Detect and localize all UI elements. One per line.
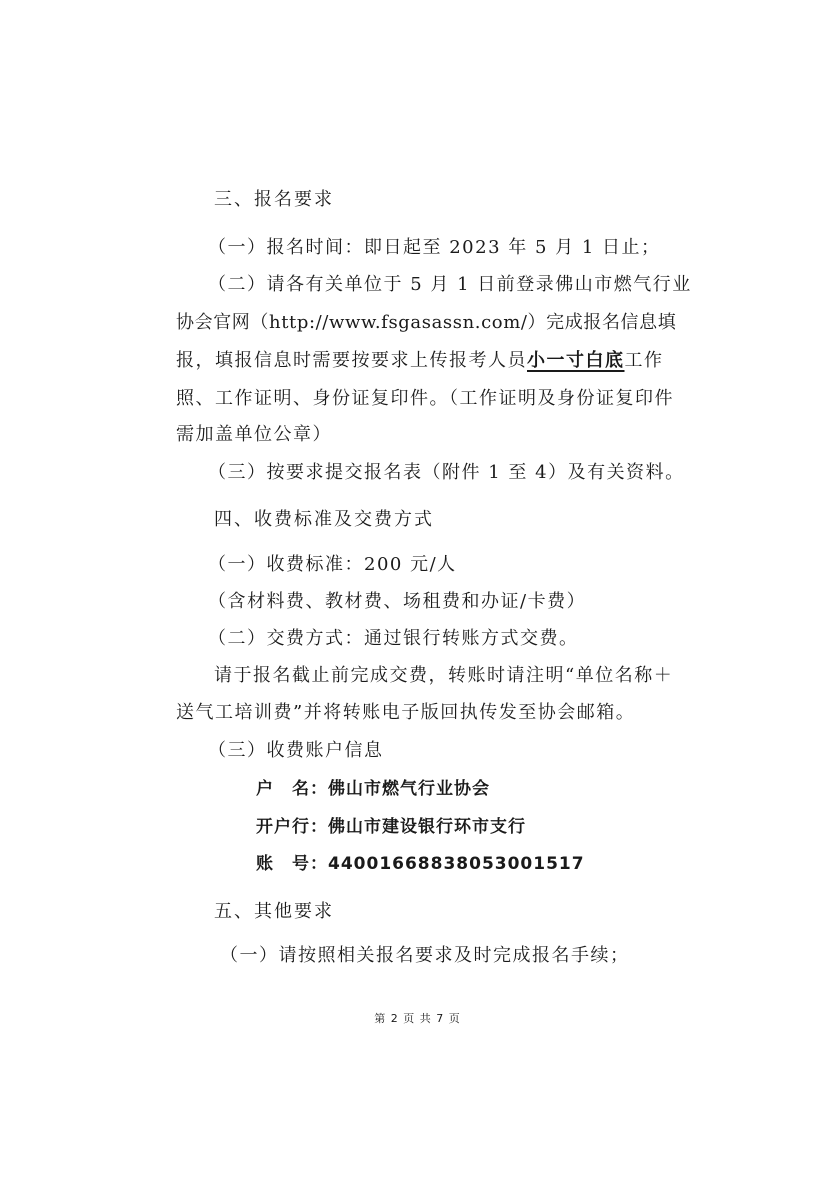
page-number-footer: 第 2 页 共 7 页 bbox=[374, 1012, 461, 1025]
section-4-item-1: （一）收费标准：200 元/人 bbox=[208, 554, 457, 575]
section-4-item-3: （三）收费账户信息 bbox=[208, 740, 384, 761]
section-3-item-2-line-5: 需加盖单位公章） bbox=[176, 424, 332, 445]
section-3-item-2-line-1: （二）请各有关单位于 5 月 1 日前登录佛山市燃气行业 bbox=[208, 274, 692, 295]
line-3-text-c: 工作 bbox=[624, 350, 664, 371]
section-3-item-2-line-3 bbox=[176, 349, 664, 373]
section-3-item-2-line-4: 照、工作证明、身份证复印件。（工作证明及身份证复印件 bbox=[176, 388, 674, 409]
account-bank: 开户行：佛山市建设银行环市支行 bbox=[256, 817, 526, 837]
section-3-item-3: （三）按要求提交报名表（附件 1 至 4）及有关资料。 bbox=[208, 462, 685, 483]
section-3-item-1: （一）报名时间：即日起至 2023 年 5 月 1 日止； bbox=[208, 237, 661, 258]
section-4-paragraph-line-1: 请于报名截止前完成交费，转账时请注明“单位名称＋ bbox=[214, 665, 674, 686]
section-4-paragraph-line-2: 送气工培训费”并将转账电子版回执传发至协会邮箱。 bbox=[176, 702, 636, 723]
account-number: 账 号：44001668838053001517 bbox=[256, 854, 585, 874]
account-name: 户 名：佛山市燃气行业协会 bbox=[256, 779, 490, 799]
section-4-heading: 四、收费标准及交费方式 bbox=[214, 509, 434, 530]
section-3-item-2-line-2: 协会官网（http://www.fsgasassn.com/）完成报名信息填 bbox=[176, 312, 677, 333]
section-3-heading: 三、报名要求 bbox=[214, 189, 334, 210]
section-5-item-1: （一）请按照相关报名要求及时完成报名手续； bbox=[220, 945, 630, 966]
section-4-item-2: （二）交费方式：通过银行转账方式交费。 bbox=[208, 628, 579, 649]
line-3-text-a: 报，填报信息时需要按要求上传报考人员 bbox=[176, 350, 527, 371]
section-4-item-1-note: （含材料费、教材费、场租费和办证/卡费） bbox=[208, 591, 587, 612]
photo-requirement-highlight: 小一寸白底 bbox=[527, 350, 625, 371]
section-5-heading: 五、其他要求 bbox=[214, 901, 334, 922]
